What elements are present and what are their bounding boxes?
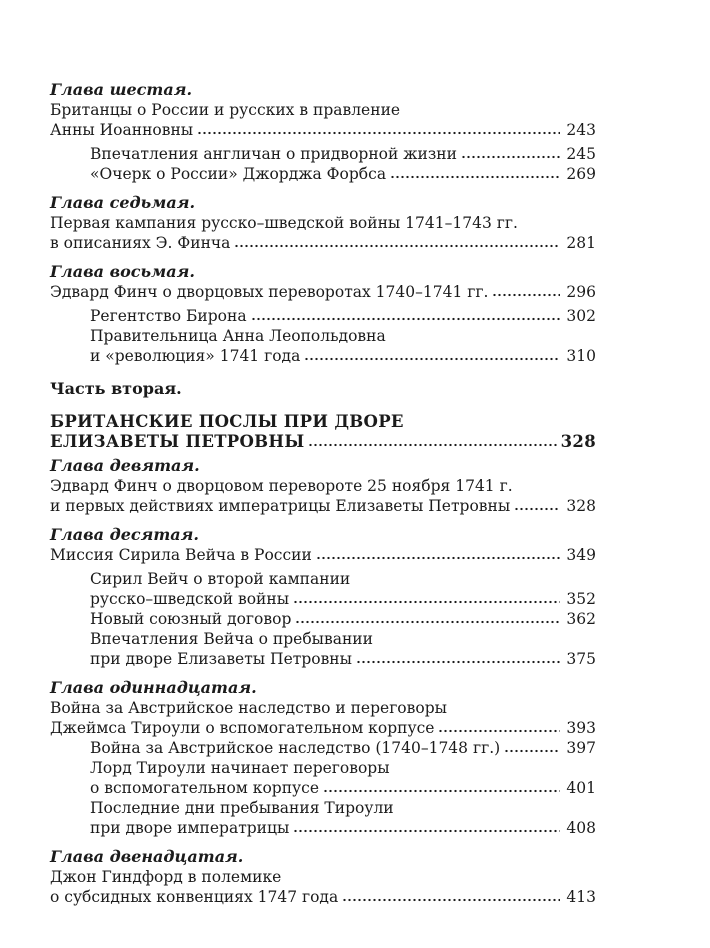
- chapter-heading: Глава шестая.: [50, 80, 193, 99]
- page-number: 352: [566, 590, 596, 608]
- page-number: 328: [566, 497, 596, 515]
- toc-entry-text: Эдвард Финч о дворцовых переворотах 1740–1741 гг.: [50, 283, 489, 301]
- chapter-heading: Глава двенадцатая.: [50, 847, 244, 866]
- page-number: 245: [566, 145, 596, 163]
- page-number: 296: [566, 283, 596, 301]
- page-number: 413: [566, 888, 596, 906]
- toc-entry-text: Последние дни пребывания Тироули: [90, 799, 394, 817]
- chapter-heading: Глава одиннадцатая.: [50, 678, 257, 697]
- page-number: 362: [566, 610, 596, 628]
- toc-entry-text: Британцы о России и русских в правление: [50, 101, 401, 119]
- leader-dots: [295, 619, 560, 625]
- part-title-text: БРИТАНСКИЕ ПОСЛЫ ПРИ ДВОРЕ: [50, 412, 404, 431]
- toc-entry-text: Джеймса Тироули о вспомогательном корпусе: [50, 719, 435, 737]
- page-number: 349: [566, 546, 596, 564]
- toc-entry-text: Джон Гиндфорд в полемике: [50, 868, 282, 886]
- toc-entry[interactable]: [50, 496, 596, 516]
- toc-entry[interactable]: [50, 718, 596, 738]
- leader-dots: [293, 599, 560, 605]
- page-number: 302: [566, 307, 596, 325]
- toc-line: [50, 213, 596, 233]
- part-title-line: [50, 412, 596, 432]
- leader-dots: [461, 154, 560, 160]
- toc-entry[interactable]: [50, 649, 596, 669]
- leader-dots: [316, 555, 560, 561]
- toc-entry[interactable]: [50, 589, 596, 609]
- page-number: 328: [560, 432, 596, 451]
- leader-dots: [356, 659, 560, 665]
- leader-dots: [323, 788, 560, 794]
- toc-entry-text: и «революция» 1741 года: [90, 347, 301, 365]
- toc-entry[interactable]: [50, 738, 596, 758]
- toc-line: [50, 326, 596, 346]
- toc-entry[interactable]: [50, 432, 596, 452]
- leader-dots: [342, 897, 560, 903]
- toc-entry-text: Лорд Тироули начинает переговоры: [90, 759, 390, 777]
- toc-entry[interactable]: [50, 306, 596, 326]
- toc-entry[interactable]: [50, 120, 596, 140]
- leader-dots: [304, 356, 560, 362]
- toc-entry-text: в описаниях Э. Финча: [50, 234, 231, 252]
- page-number: 310: [566, 347, 596, 365]
- chapter-heading: Глава девятая.: [50, 456, 200, 475]
- leader-dots: [438, 728, 560, 734]
- leader-dots: [293, 828, 560, 834]
- leader-dots: [308, 442, 556, 448]
- leader-dots: [390, 174, 560, 180]
- page-number: 408: [566, 819, 596, 837]
- chapter-heading: Глава седьмая.: [50, 193, 196, 212]
- toc-entry[interactable]: [50, 144, 596, 164]
- toc-entry-text: «Очерк о России» Джорджа Форбса: [90, 165, 387, 183]
- toc-entry[interactable]: [50, 164, 596, 184]
- toc-entry-text: Анны Иоанновны: [50, 121, 194, 139]
- leader-dots: [504, 748, 560, 754]
- chapter-heading: Глава десятая.: [50, 525, 199, 544]
- toc-entry-text: при дворе Елизаветы Петровны: [90, 650, 352, 668]
- leader-dots: [492, 292, 560, 298]
- toc-entry-text: Миссия Сирила Вейча в России: [50, 546, 312, 564]
- toc-entry-text: Впечатления англичан о придворной жизни: [90, 145, 457, 163]
- toc-entry-text: о субсидных конвенциях 1747 года: [50, 888, 339, 906]
- toc-entry[interactable]: [50, 233, 596, 253]
- toc-entry-text: Война за Австрийское наследство (1740–1748 гг.): [90, 739, 501, 757]
- chapter-heading: Глава восьмая.: [50, 262, 195, 281]
- toc-entry-text: при дворе императрицы: [90, 819, 290, 837]
- toc-entry-text: Правительница Анна Леопольдовна: [90, 327, 386, 345]
- toc-entry-text: Первая кампания русско–шведской войны 1741–1743 гг.: [50, 214, 518, 232]
- toc-line: [50, 698, 596, 718]
- page-number: 269: [566, 165, 596, 183]
- toc-entry-text: Эдвард Финч о дворцовом перевороте 25 ноября 1741 г.: [50, 477, 513, 495]
- leader-dots: [197, 130, 560, 136]
- toc-entry[interactable]: [50, 609, 596, 629]
- toc-entry-text: о вспомогательном корпусе: [90, 779, 320, 797]
- page-number: 393: [566, 719, 596, 737]
- leader-dots: [251, 316, 560, 322]
- page-number: 401: [566, 779, 596, 797]
- toc-entry-text: русско–шведской войны: [90, 590, 290, 608]
- toc-entry-text: Впечатления Вейча о пребывании: [90, 630, 373, 648]
- leader-dots: [514, 506, 560, 512]
- toc-line: [50, 758, 596, 778]
- toc-entry[interactable]: [50, 346, 596, 366]
- toc-line: [50, 100, 596, 120]
- toc-entry[interactable]: [50, 545, 596, 565]
- toc-line: [50, 629, 596, 649]
- leader-dots: [234, 243, 560, 249]
- toc-line: [50, 569, 596, 589]
- toc-entry[interactable]: [50, 887, 596, 907]
- toc-entry-text: Сирил Вейч о второй кампании: [90, 570, 351, 588]
- toc-line: [50, 867, 596, 887]
- toc-line: [50, 798, 596, 818]
- table-of-contents: [50, 80, 596, 907]
- toc-entry-text: Новый союзный договор: [90, 610, 292, 628]
- page-number: 243: [566, 121, 596, 139]
- toc-entry-text: Регентство Бирона: [90, 307, 247, 325]
- part-title-text: ЕЛИЗАВЕТЫ ПЕТРОВНЫ: [50, 432, 305, 451]
- toc-entry[interactable]: [50, 818, 596, 838]
- page-number: 397: [566, 739, 596, 757]
- toc-entry[interactable]: [50, 778, 596, 798]
- toc-line: [50, 476, 596, 496]
- page-number: 281: [566, 234, 596, 252]
- toc-entry[interactable]: [50, 282, 596, 302]
- toc-entry-text: и первых действиях императрицы Елизаветы Петровны: [50, 497, 511, 515]
- page-number: 375: [566, 650, 596, 668]
- part-heading: Часть вторая.: [50, 379, 182, 398]
- toc-entry-text: Война за Австрийское наследство и переговоры: [50, 699, 447, 717]
